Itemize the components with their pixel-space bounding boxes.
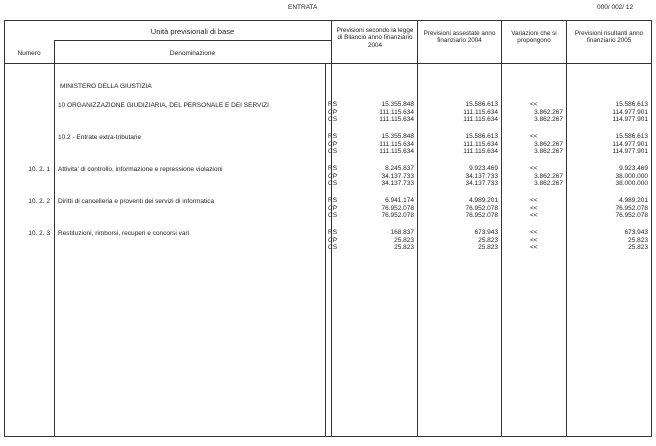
col-header-variazioni: Variazioni che si propongono — [511, 30, 557, 45]
row-variazioni-value: << — [530, 229, 538, 236]
row-codes-value: RS — [328, 229, 338, 236]
row-previsioni-legge — [334, 229, 414, 252]
row-previsioni-risultanti-value: 9.923.469 — [619, 165, 648, 172]
row-previsioni-legge — [334, 165, 414, 188]
row-codes-value: RS — [328, 197, 338, 204]
row-previsioni-risultanti-value: 25.823 — [628, 244, 648, 252]
row-codes-value: CS — [328, 244, 338, 252]
section-title: ENTRATA — [288, 4, 318, 11]
row-previsioni-risultanti-value: 114.977.901 — [612, 116, 648, 124]
row-previsioni-risultanti — [568, 197, 648, 220]
row-previsioni-assestate-value: 111.115.634 — [463, 148, 498, 156]
row-variazioni-value: 3.862.267 — [534, 140, 563, 148]
row-codes-value: CS — [328, 212, 338, 220]
table-left-border — [4, 20, 5, 437]
row-variazioni-value: 3.862.267 — [534, 108, 563, 116]
col-header-previsioni-risultanti: Previsioni risultanti anno finanziario 2005 — [574, 30, 644, 45]
row-previsioni-legge-value: 111.115.634 — [379, 148, 414, 156]
row-codes-value: CS — [328, 180, 338, 188]
page-number: 000/ 002/ 12 — [597, 4, 634, 11]
row-codes-value: RS — [328, 133, 338, 140]
row-previsioni-risultanti-value: 76.952.078 — [615, 204, 648, 212]
row-previsioni-legge-value: 34.137.733 — [381, 180, 414, 188]
row-denominazione: Attivita' di controllo, informazione e repressione violazioni — [58, 166, 223, 173]
row-previsioni-legge-value: 15.355.848 — [381, 101, 414, 108]
row-denominazione: 10.2 - Entrate extra-tributarie — [58, 134, 142, 141]
row-variazioni-value: << — [530, 212, 538, 220]
assestate-column-border — [501, 20, 502, 437]
row-variazioni-value: 3.862.267 — [534, 180, 563, 188]
col-header-previsioni-assestate: Previsioni assestate anno finanziario 2004 — [423, 30, 496, 45]
row-previsioni-assestate-value: 25.823 — [478, 236, 498, 244]
row-numero: 10. 2. 2 — [28, 198, 50, 205]
code-column-left-border — [325, 63, 326, 437]
row-previsioni-assestate-value: 673.943 — [474, 229, 498, 236]
row-variazioni — [503, 197, 563, 220]
row-previsioni-legge-value: 111.115.634 — [379, 140, 414, 148]
row-previsioni-legge-value: 111.115.634 — [379, 116, 414, 124]
row-codes-value: CS — [328, 116, 338, 124]
table-top-border — [4, 20, 652, 21]
col-header-previsioni-legge: Previsioni secondo la legge di Bilancio anno finanziario 2004 — [336, 27, 414, 49]
row-previsioni-assestate-value: 15.586.613 — [465, 101, 498, 108]
unita-title: Unità previsionali di base — [150, 27, 235, 36]
row-variazioni-value: << — [530, 165, 538, 172]
row-variazioni-value: 3.862.267 — [534, 116, 563, 124]
row-previsioni-risultanti-value: 38.000.000 — [615, 172, 648, 180]
row-previsioni-risultanti — [568, 101, 648, 124]
row-variazioni — [503, 229, 563, 252]
row-previsioni-risultanti-value: 25.823 — [628, 236, 648, 244]
row-denominazione: Restituzioni, rimborsi, recuperi e concorsi vari — [58, 230, 190, 237]
row-numero: 10. 2. 3 — [28, 230, 50, 237]
row-numero: 10. 2. 1 — [28, 166, 50, 173]
row-previsioni-assestate — [419, 229, 498, 252]
row-previsioni-risultanti-value: 15.586.613 — [615, 133, 648, 140]
row-previsioni-legge-value: 8.245.837 — [385, 165, 414, 172]
row-previsioni-risultanti-value: 4.989.201 — [619, 197, 648, 204]
row-variazioni-value: << — [530, 236, 538, 244]
row-codes-value: RS — [328, 165, 338, 172]
row-previsioni-legge-value: 25.823 — [394, 236, 414, 244]
row-previsioni-assestate-value: 25.823 — [478, 244, 498, 252]
row-variazioni-value: << — [530, 244, 538, 252]
row-variazioni-value: 3.862.267 — [534, 148, 563, 156]
row-previsioni-legge-value: 76.952.078 — [381, 204, 414, 212]
table-right-border — [651, 20, 652, 437]
row-previsioni-assestate — [419, 165, 498, 188]
row-variazioni — [503, 133, 563, 156]
row-previsioni-assestate-value: 15.586.613 — [465, 133, 498, 140]
row-previsioni-risultanti — [568, 133, 648, 156]
row-previsioni-risultanti — [568, 229, 648, 252]
row-previsioni-risultanti-value: 38.000.000 — [615, 180, 648, 188]
row-previsioni-risultanti-value: 76.952.078 — [615, 212, 648, 220]
row-previsioni-risultanti-value: 114.977.901 — [612, 140, 648, 148]
row-variazioni-value: 3.862.267 — [534, 172, 563, 180]
legge-column-border — [417, 20, 418, 437]
row-previsioni-assestate-value: 111.115.634 — [463, 140, 498, 148]
row-variazioni-value: << — [530, 101, 538, 108]
row-previsioni-assestate-value: 34.137.733 — [465, 180, 498, 188]
row-variazioni-value: << — [530, 197, 538, 204]
table-bottom-border — [4, 436, 652, 437]
row-previsioni-legge-value: 25.823 — [394, 244, 414, 252]
row-variazioni-value: << — [530, 204, 538, 212]
row-previsioni-assestate-value: 76.952.078 — [465, 204, 498, 212]
row-previsioni-legge-value: 111.115.634 — [379, 108, 414, 116]
row-previsioni-risultanti-value: 114.977.901 — [612, 148, 648, 156]
header-bottom-border — [4, 63, 652, 64]
row-codes-value: RS — [328, 101, 338, 108]
row-variazioni-value: << — [530, 133, 538, 140]
ministry-name: MINISTERO DELLA GIUSTIZIA — [60, 83, 152, 90]
row-previsioni-risultanti-value: 673.943 — [624, 229, 648, 236]
row-previsioni-legge-value: 76.952.078 — [381, 212, 414, 220]
header-separator — [54, 40, 331, 41]
row-variazioni — [503, 101, 563, 124]
row-codes-value: CP — [328, 204, 338, 212]
row-previsioni-legge — [334, 197, 414, 220]
row-codes-value: CP — [328, 172, 338, 180]
row-previsioni-assestate-value: 111.115.634 — [463, 116, 498, 124]
row-previsioni-risultanti-value: 15.586.613 — [615, 101, 648, 108]
denominazione-header: Denominazione — [169, 50, 216, 57]
row-denominazione: Diritti di cancelleria e proventi dei servizi di informatica — [58, 198, 215, 205]
variazioni-column-border — [566, 20, 567, 437]
row-previsioni-legge — [334, 133, 414, 156]
row-previsioni-assestate — [419, 133, 498, 156]
row-previsioni-assestate — [419, 197, 498, 220]
numero-column-border — [54, 40, 55, 437]
row-previsioni-assestate-value: 76.952.078 — [465, 212, 498, 220]
row-codes-value: CP — [328, 140, 338, 148]
row-previsioni-legge-value: 168.837 — [390, 229, 414, 236]
row-codes-value: CP — [328, 108, 338, 116]
row-codes-value: CS — [328, 148, 338, 156]
row-previsioni-legge-value: 6.941.174 — [385, 197, 414, 204]
row-previsioni-assestate-value: 4.989.201 — [469, 197, 498, 204]
row-previsioni-legge — [334, 101, 414, 124]
row-previsioni-assestate-value: 34.137.733 — [465, 172, 498, 180]
row-previsioni-assestate-value: 9.923.469 — [469, 165, 498, 172]
row-previsioni-legge-value: 34.137.733 — [381, 172, 414, 180]
row-variazioni — [503, 165, 563, 188]
row-previsioni-assestate — [419, 101, 498, 124]
row-previsioni-legge-value: 15.355.848 — [381, 133, 414, 140]
row-previsioni-risultanti-value: 114.977.901 — [612, 108, 648, 116]
numero-header: Numero — [17, 50, 41, 57]
row-previsioni-risultanti — [568, 165, 648, 188]
row-denominazione: 10 ORGANIZZAZIONE GIUDIZIARIA, DEL PERSONALE E DEI SERVIZI — [58, 102, 269, 109]
row-previsioni-assestate-value: 111.115.634 — [463, 108, 498, 116]
row-codes-value: CP — [328, 236, 338, 244]
